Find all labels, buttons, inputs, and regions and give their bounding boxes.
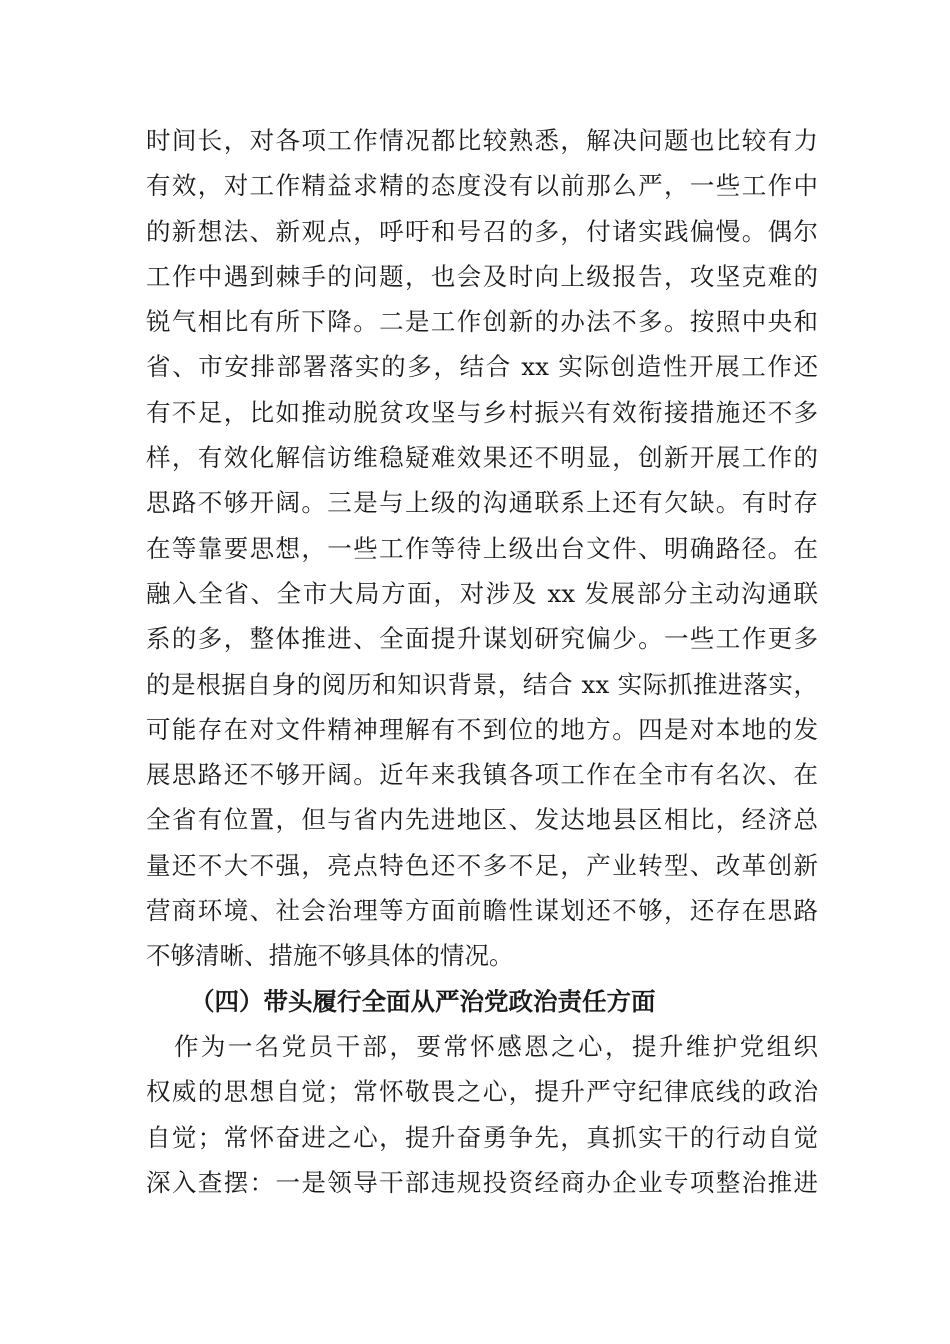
paragraph-line: 可能存在对文件精神理解有不到位的地方。四是对本地的发: [146, 714, 818, 744]
paragraph-line: 的是根据自身的阅历和知识背景，结合 xx 实际抓推进落实，: [146, 669, 818, 699]
paragraph-line: 营商环境、社会治理等方面前瞻性谋划还不够，还存在思路: [146, 896, 818, 926]
paragraph-line: 不够清晰、措施不够具体的情况。: [146, 941, 514, 971]
paragraph-line: 展思路还不够开阔。近年来我镇各项工作在全市有名次、在: [146, 760, 818, 790]
section-heading: （四）带头履行全面从严治党政治责任方面: [190, 986, 656, 1016]
paragraph-line: 思路不够开阔。三是与上级的沟通联系上还有欠缺。有时存: [146, 488, 818, 518]
paragraph-line: 融入全省、全市大局方面，对涉及 xx 发展部分主动沟通联: [146, 578, 818, 608]
paragraph-line: 时间长，对各项工作情况都比较熟悉，解决问题也比较有力: [146, 126, 818, 155]
paragraph-line: 量还不大不强，亮点特色还不多不足，产业转型、改革创新: [146, 850, 818, 880]
paragraph-line: 锐气相比有所下降。二是工作创新的办法不多。按照中央和: [146, 307, 818, 337]
paragraph-line: 深入查摆：一是领导干部违规投资经商办企业专项整治推进: [146, 1167, 818, 1197]
paragraph-line: 权威的思想自觉；常怀敬畏之心，提升严守纪律底线的政治: [146, 1077, 818, 1107]
paragraph-line: 全省有位置，但与省内先进地区、发达地县区相比，经济总: [146, 805, 818, 835]
paragraph-line: 自觉；常怀奋进之心，提升奋勇争先，真抓实干的行动自觉: [146, 1122, 818, 1152]
paragraph-line: 省、市安排部署落实的多，结合 xx 实际创造性开展工作还: [146, 352, 818, 382]
paragraph-line: 工作中遇到棘手的问题，也会及时向上级报告，攻坚克难的: [146, 261, 818, 291]
paragraph-line: 系的多，整体推进、全面提升谋划研究偏少。一些工作更多: [146, 624, 818, 654]
paragraph-line: 作为一名党员干部，要常怀感恩之心，提升维护党组织: [174, 1031, 818, 1061]
paragraph-line: 有效，对工作精益求精的态度没有以前那么严，一些工作中: [146, 171, 818, 201]
paragraph-line: 样，有效化解信访维稳疑难效果还不明显，创新开展工作的: [146, 443, 818, 473]
document-body: [146, 118, 818, 1205]
paragraph-line: 有不足，比如推动脱贫攻坚与乡村振兴有效衔接措施还不多: [146, 397, 818, 427]
paragraph-line: 在等靠要思想，一些工作等待上级出台文件、明确路径。在: [146, 533, 818, 563]
paragraph-line: 的新想法、新观点，呼吁和号召的多，付诸实践偏慢。偶尔: [146, 216, 818, 246]
